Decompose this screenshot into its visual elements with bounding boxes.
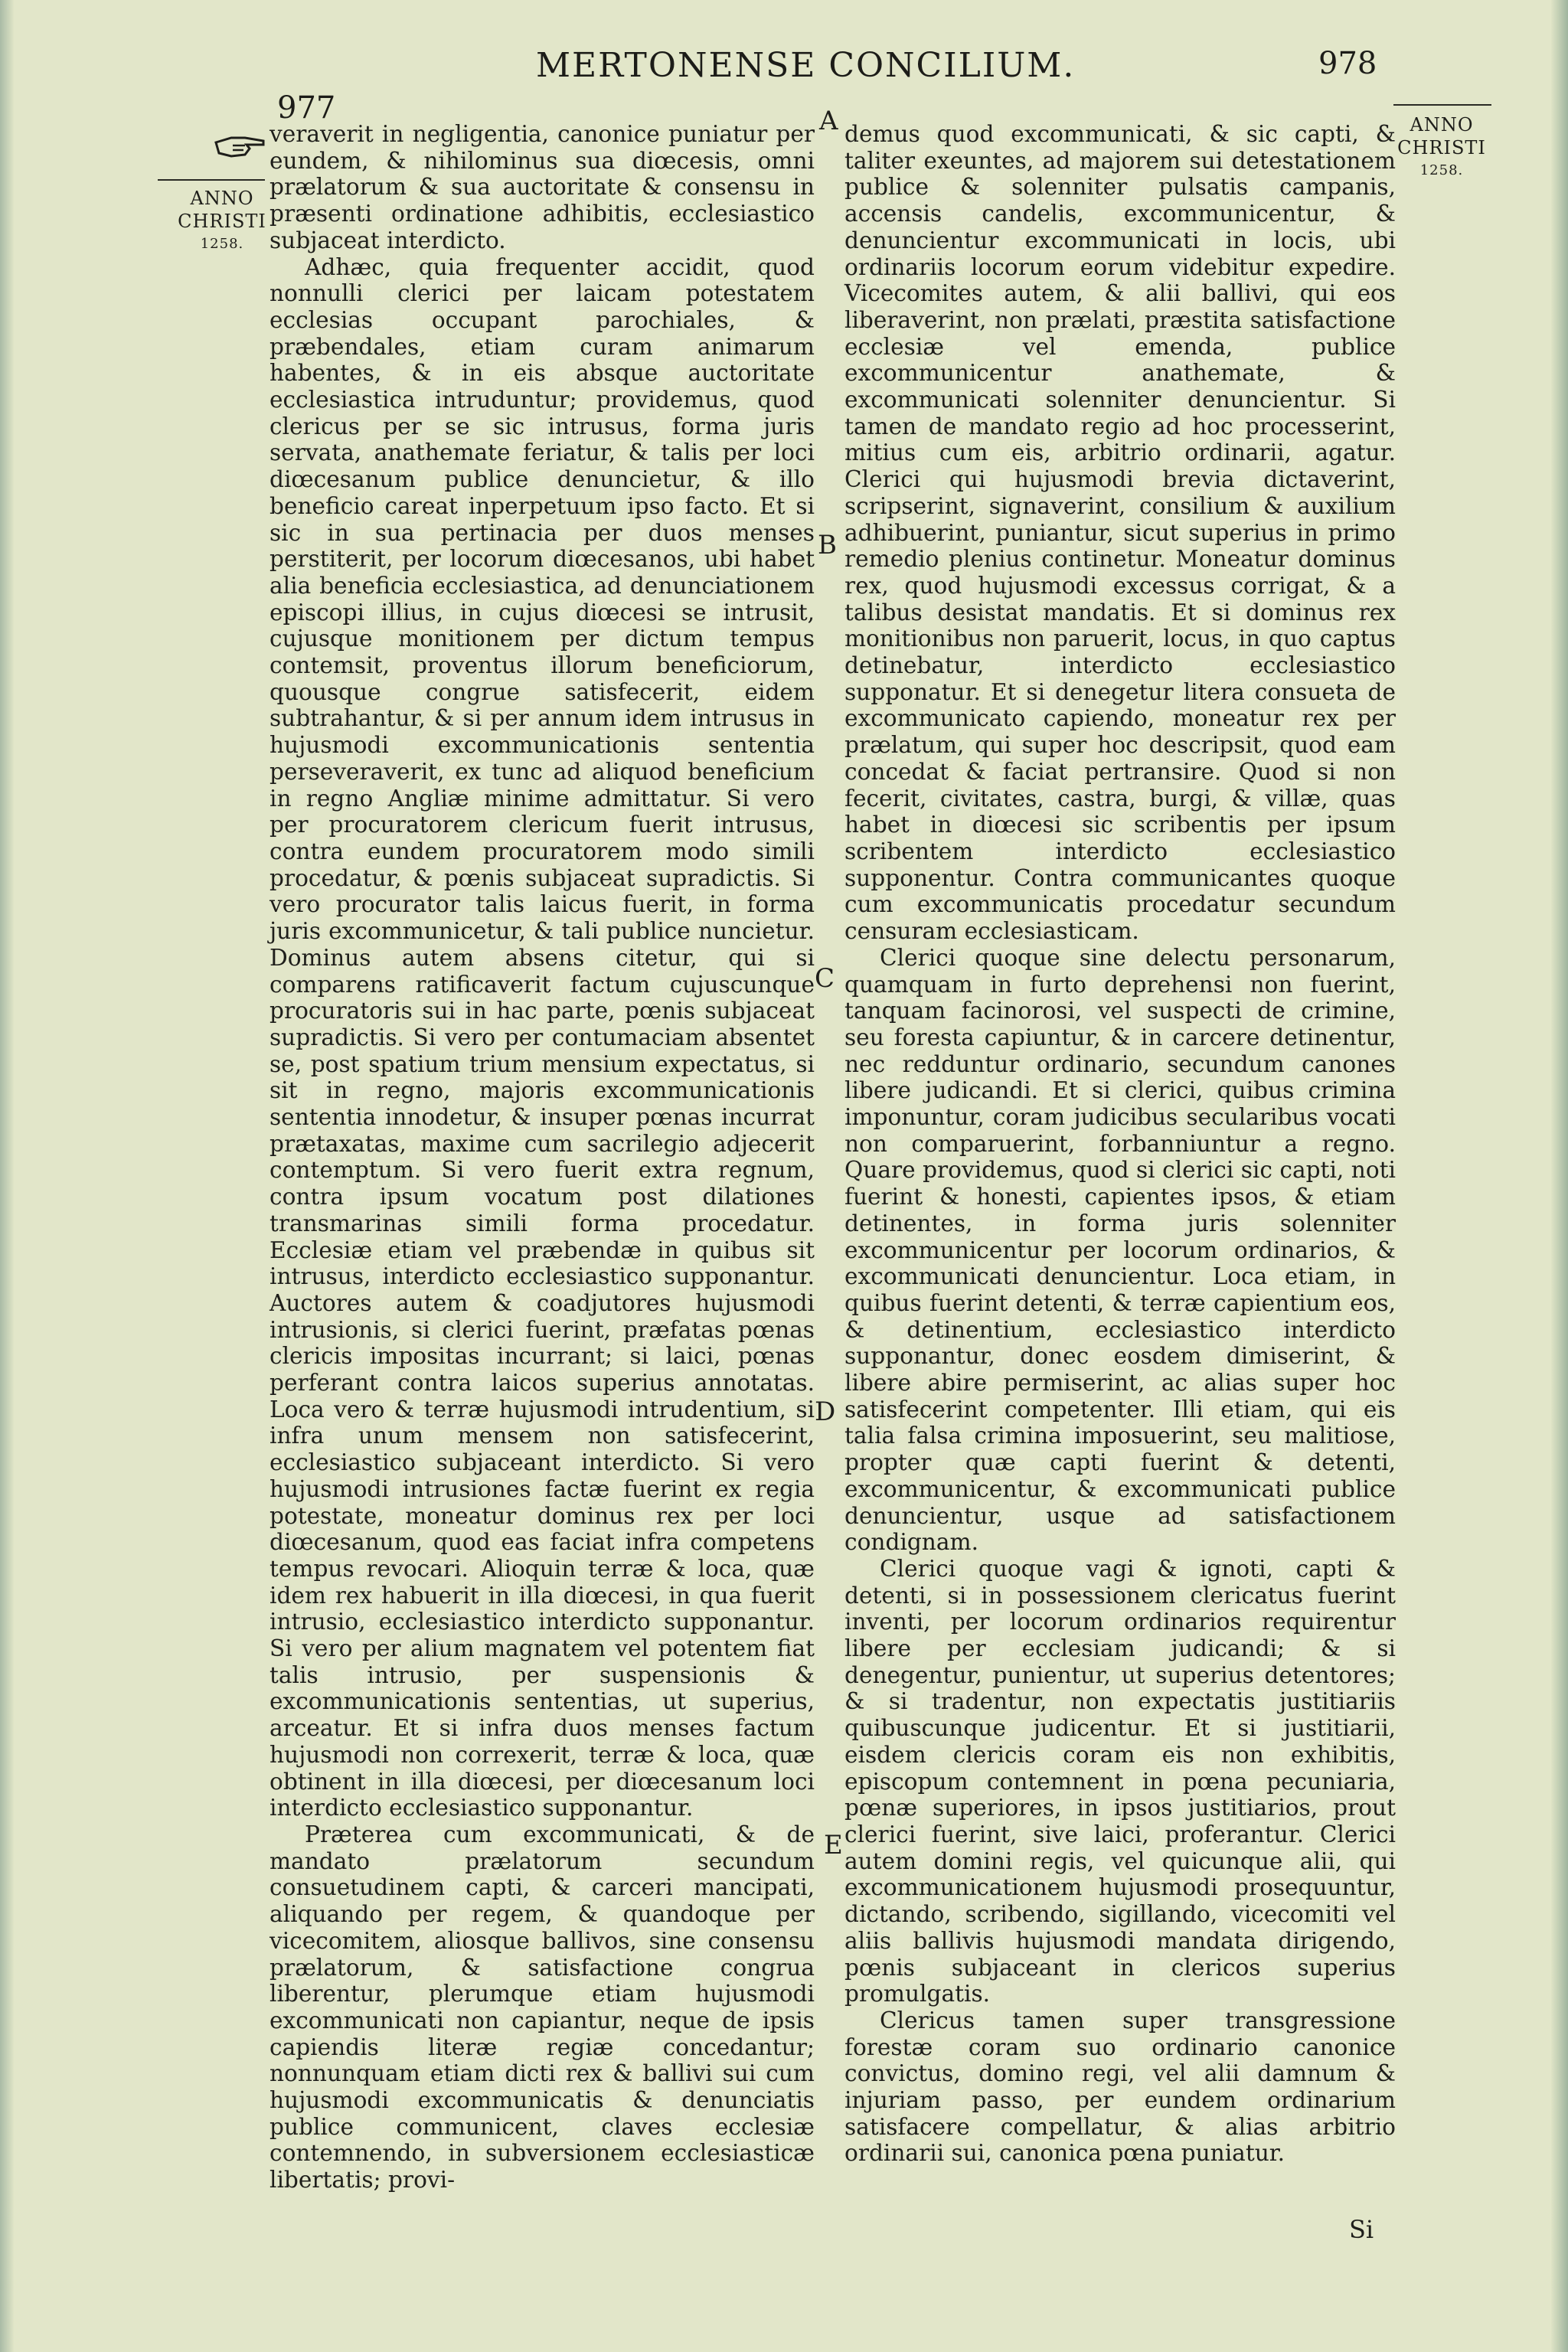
paragraph: Clerici quoque sine delectu personarum, quamquam in furto deprehensi non fuerint, tanquam facinorosi, vel suspecti de crimine, seu foresta capiuntur, & in carcere detinentur, nec redduntur ordinario, secundum canones libere judicandi. Et si clerici, quibus crimina imponuntur, coram judicibus secularibus vocati non comparuerint, forbanniuntur a regno. Quare providemus, quod si clerici sic capti, noti fuerint & honesti, capientes ipsos, & etiam detinentes, in forma juris solenniter excommunicentur per locorum ordinarios, & excommunicati denuncientur. Loca etiam, in quibus fuerint detenti, & terræ capientium eos, & detinentium, ecclesiastico interdicto supponantur, donec eosdem dimiserint, & libere abire permiserint, ac alias super hoc satisfecerint competenter. Illi etiam, qui eis talia falsa crimina imposuerint, seu malitiose, propter quæ capti fuerint & detenti, excommunicentur, & excommunicati publice denuncientur, usque ad satisfactionem condignam. xyxy=(844,944,1396,1556)
paragraph: Clericus tamen super transgressione forestæ coram suo ordinario canonice convictus, domino regi, vel alii damnum & injuriam passo, per eundem ordinarium satisfacere compellatur, & alias arbitrio ordinarii sui, canonica pœna puniatur. xyxy=(844,2007,1396,2167)
margin-note-right xyxy=(1392,113,1491,182)
section-letter-b: B xyxy=(818,530,837,560)
section-letter-d: D xyxy=(815,1396,836,1427)
paragraph: Clerici quoque vagi & ignoti, capti & detenti, si in possessionem clericatus fuerint inventi, per locorum ordinarios requirentur libere per ecclesiam judicandi; & si denegentur, punientur, ut superius detentores; & si tradentur, non expectatis justitiariis quibuscunque judicentur. Et si justitiarii, eisdem clericis coram eis non exhibitis, episcopum contemnent in pœna pecuniaria, pœnæ superiores, in ipsos justitiarios, prout clerici fuerint, sive laici, proferantur. Clerici autem domini regis, vel quicunque alii, qui excommunicationem hujusmodi prosequuntur, dictando, scribendo, sigillando, vicecomiti vel aliis ballivis hujusmodi mandata dirigendo, pœnis subjaceant in clericos superius promulgatis. xyxy=(844,1555,1396,2007)
section-letter-c: C xyxy=(815,963,835,994)
margin-rule-right xyxy=(1393,104,1491,106)
page-number-right: 978 xyxy=(1318,46,1377,81)
pointing-hand-icon xyxy=(214,132,266,161)
running-title: MERTONENSE CONCILIUM. xyxy=(536,46,1076,85)
margin-anno-left: ANNO xyxy=(190,188,254,209)
section-letter-a: A xyxy=(819,106,838,136)
right-column xyxy=(844,121,1396,2167)
margin-christi-right: CHRISTI xyxy=(1397,137,1486,158)
margin-year-left: 1258. xyxy=(200,236,244,252)
margin-year-right: 1258. xyxy=(1419,162,1464,178)
margin-anno-right: ANNO xyxy=(1410,114,1474,136)
margin-rule-left xyxy=(158,179,265,181)
paragraph: Adhæc, quia frequenter accidit, quod nonnulli clerici per laicam potestatem ecclesias occupant parochiales, & præbendales, etiam curam animarum habentes, & in eis absque auctoritate ecclesiastica intruduntur; providemus, quod clericus per se sic intrusus, forma juris servata, anathemate feriatur, & talis per loci diœcesanum publice denuncietur, & illo beneficio careat inperpetuum ipso facto. Et si sic in sua pertinacia per duos menses perstiterit, per locorum diœcesanos, ubi habet alia beneficia ecclesiastica, ad denunciationem episcopi illius, in cujus diœcesi se intrusit, cujusque monitionem per dictum tempus contemsit, proventus illorum beneficiorum, quousque congrue satisfecerit, eidem subtrahantur, & si per annum idem intrusus in hujusmodi excommunicationis sententia perseveraverit, ex tunc ad aliquod beneficium in regno Angliæ minime admittatur. Si vero per procuratorem clericum fuerit intrusus, contra eundem procuratorem modo simili procedatur, & pœnis subjaceat supradictis. Si vero procurator talis laicus fuerit, in forma juris excommunicetur, & tali publice nuncietur. Dominus autem absens citetur, qui si comparens ratificaverit factum cujuscunque procuratoris sui in hac parte, pœnis subjaceat supradictis. Si vero per contumaciam absentet se, post spatium trium mensium expectatus, si sit in regno, majoris excommunicationis sententia innodetur, & insuper pœnas incurrat prætaxatas, maxime cum sacrilegio adjecerit contemptum. Si vero fuerit extra regnum, contra ipsum vocatum post dilationes transmarinas simili forma procedatur. Ecclesiæ etiam vel præbendæ in quibus sit intrusus, interdicto ecclesiastico supponantur. Auctores autem & coadjutores hujusmodi intrusionis, si clerici fuerint, præfatas pœnas clericis impositas incurrant; si laici, pœnas perferant contra laicos superius annotatas. Loca vero & terræ hujusmodi intrudentium, si infra unum mensem non satisfecerint, ecclesiastico subjaceant interdicto. Si vero hujusmodi intrusiones factæ fuerint ex regia potestate, moneatur dominus rex per loci diœcesanum, quod eas faciat infra competens tempus revocari. Alioquin terræ & loca, quæ idem rex habuerit in illa diœcesi, in qua fuerit intrusio, ecclesiastico interdicto supponantur. Si vero per alium magnatem vel potentem fiat talis intrusio, per suspensionis & excommunicationis sententias, ut superius, arceatur. Et si infra duos menses factum hujusmodi non correxerit, terræ & loca, quæ obtinent in illa diœcesi, per diœcesanum loci interdicto ecclesiastico supponantur. xyxy=(270,253,815,1821)
margin-note-left xyxy=(173,187,271,256)
paragraph: veraverit in negligentia, canonice puniatur per eundem, & nihilominus sua diœcesis, omni prælatorum & sua auctoritate & consensu in præsenti ordinatione adhibitis, ecclesiastico subjaceat interdicto. xyxy=(270,121,815,253)
paragraph: demus quod excommunicati, & sic capti, & taliter exeuntes, ad majorem sui detestationem publice & solenniter pulsatis campanis, accensis candelis, excommunicentur, & denuncientur excommunicati in locis, ubi ordinariis locorum eorum videbitur expedire. Vicecomites autem, & alii ballivi, qui eos liberaverint, non prælati, præstita satisfactione ecclesiæ vel emenda, publice excommunicentur anathemate, & excommunicati solenniter denuncientur. Si tamen de mandato regio ad hoc processerint, mitius cum eis, arbitrio ordinarii, agatur. Clerici qui hujusmodi brevia dictaverint, scripserint, signaverint, consilium & auxilium adhibuerint, puniantur, sicut superius in primo remedio plenius continetur. Moneatur dominus rex, quod hujusmodi excessus corrigat, & a talibus desistat mandatis. Et si dominus rex monitionibus non paruerit, locus, in quo captus detinebatur, interdicto ecclesiastico supponatur. Et si denegetur litera consueta de excommunicato capiendo, moneatur rex per prælatum, qui super hoc descripsit, quod eam concedat & faciat pertransire. Quod si non fecerit, civitates, castra, burgi, & villæ, quas habet in diœcesi sic scribentis per ipsum scribentem interdicto ecclesiastico supponentur. Contra communicantes quoque cum excommunicatis procedatur secundum censuram ecclesiasticam. xyxy=(844,121,1396,945)
margin-christi-left: CHRISTI xyxy=(178,211,266,232)
left-column xyxy=(270,121,815,2194)
catchword: Si xyxy=(1349,2215,1374,2244)
paragraph: Præterea cum excommunicati, & de mandato prælatorum secundum consuetudinem capti, & carceri mancipati, aliquando per regem, & quandoque per vicecomitem, aliosque ballivos, sine consensu prælatorum, & satisfactione congrua liberentur, plerumque etiam hujusmodi excommunicati non capiantur, neque de ipsis capiendis literæ regiæ concedantur; nonnunquam etiam dicti rex & ballivi sui cum hujusmodi excommunicatis & denunciatis publice communicent, claves ecclesiæ contemnendo, in subversionem ecclesiasticæ libertatis; provi- xyxy=(270,1821,815,2194)
section-letter-e: E xyxy=(824,1830,843,1860)
page-number-left: 977 xyxy=(277,90,336,126)
